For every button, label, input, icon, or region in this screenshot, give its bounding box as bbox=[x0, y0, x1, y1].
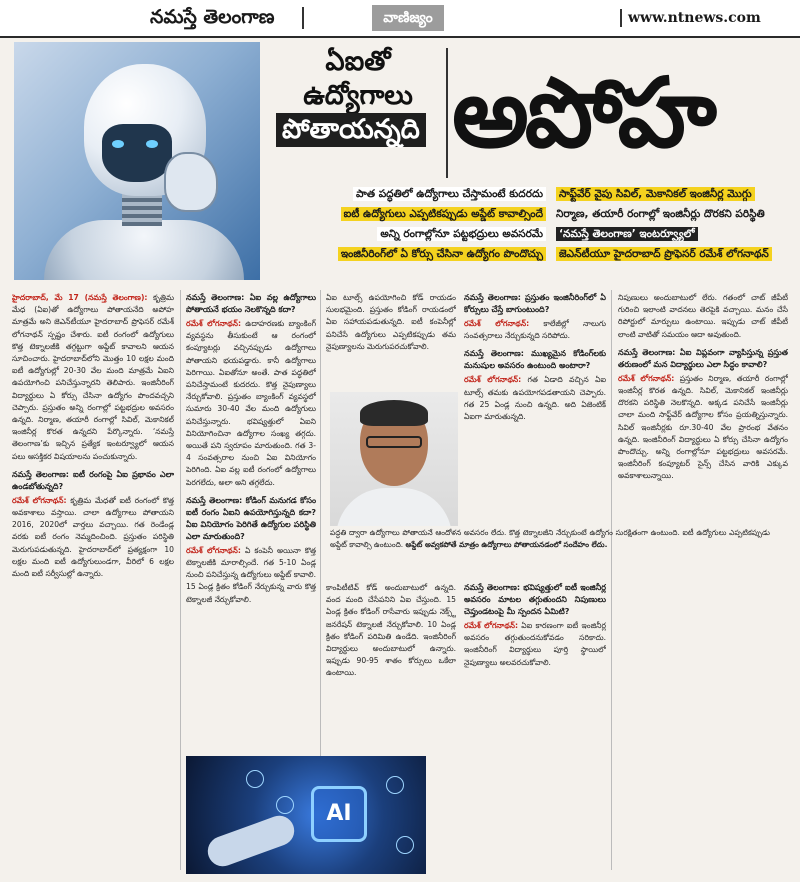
answer-2: రమేశ్ లోగనాథన్: ఉదాహరణకు బ్యాంకింగ్ వ్యవస్థను తీసుకుంటే ఆ రంగంలో కంప్యూటర్లు వచ్చినప్పుడు ఉద్యోగాలు పోతాయని భయపడ్డారు. కానీ ఉద్యోగాలు పెరిగాయి. ఏఐతోనూ అంతే. పాత పద్ధతిలో పనిచేస్తామంటే కుదరదు. కొత్త నైపుణ్యాలు నేర్చుకోవాలి. ప్రస్తుతం బ్యాంకింగ్ వ్యవస్థలో సుమారు 30-40 వేల మంది ఉద్యోగులు పనిచేస్తున్నారు. భవిష్యత్తులో ఏఐని వినియోగించినా ఉద్యోగాల సంఖ్య తగ్గదు. అయితే పని స్వరూపం మారుతుంది. గత 3-4 సంవత్సరాల నుంచి ఏఐ వినియోగం పెరిగింది. ఏఐ వల్ల ఐటీ రంగంలో ఉద్యోగాలు పెరగలేదు, అలా అని తగ్గలేదు. bbox=[186, 319, 316, 487]
headline-line-3-wrap bbox=[258, 113, 458, 147]
answer-3: రమేశ్ లోగనాథన్: ఏ కంపెనీ అయినా కొత్త టెక్నాలజీకి మారాల్సిందే. గత 5-10 ఏండ్ల నుంచి పనిచేస్తున్న ఉద్యోగులు అప్డేట్ కావాలి. 15 ఏండ్ల క్రితం కోడింగ్ నేర్చుకున్న వారు కొత్త టెక్నాలజీ నేర్చుకోవాలి. bbox=[186, 545, 316, 604]
portrait-hair bbox=[360, 400, 428, 426]
caption-emphasis: అప్డేట్ అవ్వకపోతే మాత్రం ఉద్యోగాలు పోతాయనడంలో సందేహం లేదు. bbox=[405, 539, 608, 549]
category-badge: వాణిజ్యం bbox=[372, 5, 444, 31]
answer-6: రమేశ్ లోగనాథన్: ప్రస్తుతం నిర్మాణ, తయారీ రంగాల్లో ఇంజినీర్ల కొరత ఉన్నది. సివిల్, మెకానికల్ ఇంజినీర్లు దొరకని పరిస్థితి నెలకొన్నది. అక్కడ పనిచేసే ఇంజినీర్లు చాలా మంది సాఫ్ట్‌వేర్ ఉద్యోగాల కోసం ప్రయత్నిస్తున్నారు. సివిల్ ఇంజినీర్లకు రూ.30-40 వేల ప్రారంభ వేతనం ఉన్నది. ఇంజినీరింగ్ విద్యార్థులు ఏ కోర్సు చేసినా ఉద్యోగం పొందొచ్చు. అన్ని రంగాల్లోనూ పట్టభద్రులు అవసరమే. ఇంజినీరింగ్ కంప్యూటర్ సైన్స్ చేసిన వారికి ఎక్కువ అవకాశాలున్నాయి. bbox=[618, 373, 788, 481]
article-column-mid-bottom-b bbox=[464, 582, 606, 872]
subhead-left-2: ఐటీ ఉద్యోగులు ఎప్పటికప్పుడు అప్డేట్ కావాల్సిందే bbox=[194, 204, 546, 224]
article-intro: హైదరాబాద్, మే 17 (నమస్తే తెలంగాణ): కృత్రిమ మేధ (ఏఐ)తో ఉద్యోగాలు పోతాయనేది అపోహ మాత్రమే అని జెఎన్‌టీయూ హైదరాబాద్ ప్రొఫెసర్ రమేశ్ లోగనాథన్ స్పష్టం చేశారు. ఐటీ రంగంలో ఉద్యోగులు కొత్త టెక్నాలజీకి తగ్గట్టుగా అప్డేట్ కావాలని ఆయన సూచించారు. హైదరాబాద్‌లోని మొత్తం 10 లక్షల మంది ఐటీ ఉద్యోగుల్లో 20-30 వేల మంది మాత్రమే ఏఐని ఉపయోగించి పనిచేస్తున్నారని తెలిపారు. ఇంజినీరింగ్ విద్యార్థులు ఏ కోర్సు చేసినా ఉద్యోగం పొందవచ్చని చెప్పారు. ప్రస్తుతం అన్ని రంగాల్లో పట్టభద్రుల అవసరం ఉన్నది. నిర్మాణ, తయారీ రంగాల్లో సివిల్, మెకానికల్ ఇంజినీర్ల కొరత ఉన్నదని పేర్కొన్నారు. ‘నమస్తే తెలంగాణ’కు ఇచ్చిన ప్రత్యేక ఇంటర్వ్యూలో ఆయన పలు ఆసక్తికర విషయాలను పంచుకున్నారు. bbox=[12, 293, 174, 461]
robot-neck bbox=[122, 192, 162, 226]
ai-cloud-icon bbox=[396, 836, 414, 854]
article-column-4 bbox=[618, 292, 788, 872]
subhead-right-1: సాఫ్ట్‌వేర్ వైపు సివిల్, మెకానికల్ ఇంజినీర్ల మొగ్గు bbox=[556, 184, 792, 204]
headline-big-word: అపోహ bbox=[452, 56, 713, 169]
headline-line-1: ఏఐతో bbox=[325, 46, 391, 77]
answer-5: రమేశ్ లోగనాథన్: గత ఏడాది వచ్చిన ఏఐ టూల్స్ తమకు ఉపయోగపడతాయని చెప్పారు. గత 25 ఏండ్ల నుంచి ఉన్నది. అది ఏజెంటిక్ ఏఐగా మారుతున్నది. bbox=[464, 375, 606, 422]
masthead-separator bbox=[302, 7, 304, 29]
subhead-right-4: జెఎన్‌టీయూ హైదరాబాద్ ప్రొఫెసర్ రమేశ్ లోగనాథన్ bbox=[556, 244, 792, 264]
answer-4: రమేశ్ లోగనాథన్: కాలేజీల్లో నాలుగు సంవత్సరాలు నేర్చుకున్నది సరిపోదు. bbox=[464, 319, 606, 341]
subhead-left-3: అన్ని రంగాల్లోనూ పట్టభద్రులు అవసరమే bbox=[194, 224, 546, 244]
article-column-3b bbox=[464, 292, 606, 524]
portrait-shirt bbox=[336, 488, 452, 526]
dateline: హైదరాబాద్, మే 17 (నమస్తే తెలంగాణ): bbox=[12, 293, 148, 302]
url-separator bbox=[620, 9, 622, 27]
answer-5-continued: నిపుణులు అందుబాటులో లేరు. గతంలో చాట్ జీపీటీ గురించి ఇలాంటి వాదనలు తెరపైకి వచ్చాయి. మనం చేసే రిపోర్టులో మార్పులు ఉంటాయి. ఇప్పుడు చాట్ జీపీటీ లాంటి వాటితో సమయం ఆదా అవుతుంది. bbox=[618, 293, 788, 339]
ai-network-icon bbox=[246, 770, 264, 788]
question-7: నమస్తే తెలంగాణ: భవిష్యత్తులో ఐటీ ఇంజినీర్ల అవసరం మాటల తగ్గుతుందని నిపుణులు చెప్తుండటంపై మీ స్పందన ఏమిటి? bbox=[464, 583, 606, 616]
subhead-left-4: ఇంజినీరింగ్‌లో ఏ కోర్సు చేసినా ఉద్యోగం పొందొచ్చు bbox=[194, 244, 546, 264]
headline-line-2: ఉద్యోగాలు bbox=[303, 80, 413, 111]
question-3: నమస్తే తెలంగాణ: కోడింగ్ మనుగడ కోసం ఐటీ రంగం ఏఐని ఉపయోగిస్తున్నది కదా? ఏఐ వినియోగం పెరిగితే ఉద్యోగుల పరిస్థితి ఎలా మారుతుంది? bbox=[186, 495, 316, 541]
masthead bbox=[0, 0, 800, 38]
professor-portrait-photo bbox=[330, 392, 458, 526]
subhead-left-1: పాత పద్ధతిలో ఉద్యోగాలు చేస్తామంటే కుదరదు bbox=[194, 184, 546, 204]
answer-3-continued: ఏఐ టూల్స్ ఉపయోగించి కోడ్ రాయడం సులభమైంది. ప్రస్తుతం కోడింగ్ రాయడంలో ఏఐ సహాయపడుతున్నది. ఐటీ కంపెనీల్లో పనిచేసే ఉద్యోగులు ఎప్పటికప్పుడు తమ నైపుణ్యాలను మెరుగుపరచుకోవాలి. bbox=[326, 293, 456, 351]
headline-line-3: పోతాయన్నది bbox=[276, 113, 426, 147]
portrait-glasses bbox=[366, 436, 422, 448]
ai-document-icon bbox=[276, 796, 294, 814]
headline-divider bbox=[446, 48, 448, 178]
answer-7: రమేశ్ లోగనాథన్: ఏఐ కారణంగా ఐటీ ఇంజినీర్ల అవసరం తగ్గుతుందనుకోవడం సరికాదు. ఇంజినీరింగ్ విద్యార్థులు పూర్తి స్థాయిలో నైపుణ్యాలు అలవరచుకోవాలి. bbox=[464, 621, 606, 667]
answer-1: రమేశ్ లోగనాథన్: కృత్రిమ మేధతో ఐటీ రంగంలో కొత్త అవకాశాలు వస్తాయి. చాలా ఉద్యోగాలు పోతాయని 2016, 2020లో వార్తలు వచ్చాయి. గత రెండేండ్ల వరకు ఐటీ రంగం నెమ్మదించింది. ప్రస్తుతం పరిస్థితి మెరుగుపడుతున్నది. హైదరాబాద్‌లో ప్రత్యక్షంగా 10 లక్షల మంది ఐటీ ఉద్యోగులుండగా, వీరిలో 6 లక్షల మంది ఐటీ సర్వీసుల్లో ఉన్నారు. bbox=[12, 495, 174, 579]
question-1: నమస్తే తెలంగాణ: ఐటీ రంగంపై ఏఐ ప్రభావం ఎలా ఉండబోతున్నది? bbox=[12, 469, 174, 491]
question-4: నమస్తే తెలంగాణ: ప్రస్తుతం ఇంజినీరింగ్‌లో ఏ కోర్సులు చేస్తే బాగుంటుంది? bbox=[464, 293, 606, 314]
ai-chip-icon: AI bbox=[311, 786, 367, 842]
subhead-right-3: ‘నమస్తే తెలంగాణ’ ఇంటర్వ్యూలో bbox=[556, 224, 792, 244]
ai-graphic-hand bbox=[204, 812, 299, 871]
column-divider-3 bbox=[611, 290, 612, 870]
subheads-right bbox=[556, 184, 792, 264]
robot-face bbox=[102, 124, 172, 182]
column-divider-1 bbox=[180, 290, 181, 870]
question-5: నమస్తే తెలంగాణ: ముఖ్యమైన కోడింగ్‌లకు మనుషుల అవసరం ఉంటుంది అంటారా? bbox=[464, 349, 606, 371]
paper-name: నమస్తే తెలంగాణ bbox=[150, 6, 304, 33]
article-column-1 bbox=[12, 292, 174, 872]
article-column-mid-bottom-a bbox=[326, 582, 456, 752]
subheads-left bbox=[194, 184, 546, 264]
robot-eye-right bbox=[146, 140, 158, 148]
website-url[interactable]: www.ntnews.com bbox=[620, 9, 761, 27]
question-2: నమస్తే తెలంగాణ: ఏఐ వల్ల ఉద్యోగాలు పోతాయనే భయం నెలకొన్నది కదా? bbox=[186, 293, 316, 314]
subhead-right-2: నిర్మాణ, తయారీ రంగాల్లో ఇంజినీర్లు దొరకని పరిస్థితి bbox=[556, 208, 765, 220]
photo-caption-paragraph: పద్ధతి ద్వారా ఉద్యోగాలు పోతాయనే ఆందోళన అవసరం లేదు. కొత్త టెక్నాలజీని నేర్చుకుంటే ఉద్యోగం సురక్షితంగా ఉంటుంది. ఐటీ ఉద్యోగులు ఎప్పటికప్పుడు అప్డేట్ కావాల్సి ఉంటుంది. అప్డేట్ అవ్వకపోతే మాత్రం ఉద్యోగాలు పోతాయనడంలో సందేహం లేదు. bbox=[330, 528, 770, 549]
mid-bottom-text: కాంపిటీటివ్ కోడ్ అందుబాటులో ఉన్నది. వంద మంది చేసేపనిని ఏఐ చేస్తుంది. 15 ఏండ్ల క్రితం కోడింగ్ రాసేవారు ఇప్పుడు నెక్స్ట్ జనరేషన్ టెక్నాలజీ నేర్చుకోవాలి. 10 ఏండ్ల క్రితం కోడింగ్ పరిమితి ఉండేది. ఇంజినీరింగ్ విద్యార్థులు అందుబాటులో ఉన్నారు. ఇప్పుడు 90-95 శాతం కోర్సులు ఒకేలా ఉంటాయి. bbox=[326, 583, 456, 678]
article-column-3-top bbox=[326, 292, 456, 390]
article-column-2 bbox=[186, 292, 316, 754]
ai-graphic-image bbox=[186, 756, 426, 874]
robot-eye-left bbox=[112, 140, 124, 148]
headline-question bbox=[258, 45, 458, 185]
question-6: నమస్తే తెలంగాణ: ఏఐ విప్లవంగా వ్యాపిస్తున్న ప్రస్తుత తరుణంలో మన విద్యార్థులు ఎలా సిద్ధం కావాలి? bbox=[618, 347, 788, 369]
ai-gear-icon bbox=[386, 776, 404, 794]
